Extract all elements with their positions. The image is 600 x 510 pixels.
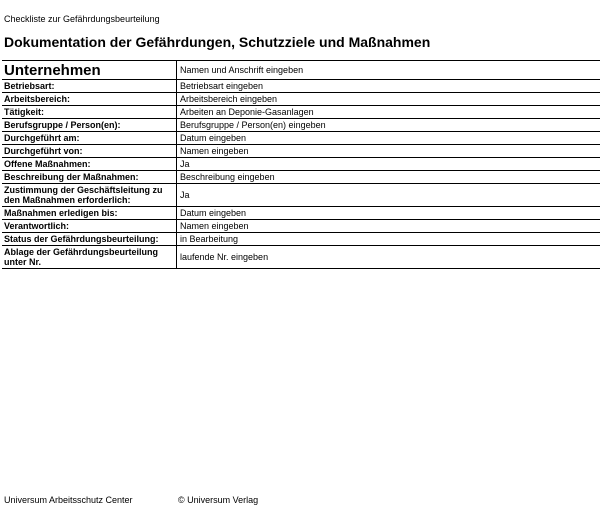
row-label: Zustimmung der Geschäftsleitung zu den Maßnahmen erforderlich: (2, 184, 177, 207)
activity-field[interactable]: Arbeiten an Deponie-Gasanlagen (177, 106, 600, 119)
row-performed-by (2, 145, 600, 158)
row-management-approval (2, 184, 600, 207)
work-area-field[interactable]: Arbeitsbereich eingeben (177, 93, 600, 106)
assessment-status-field[interactable]: in Bearbeitung (177, 233, 600, 246)
company-field[interactable]: Namen und Anschrift eingeben (177, 61, 600, 80)
checklist-table (2, 60, 600, 269)
row-label: Offene Maßnahmen: (2, 158, 177, 171)
responsible-field[interactable]: Namen eingeben (177, 220, 600, 233)
row-measures-description (2, 171, 600, 184)
row-company (2, 61, 600, 80)
filing-number-field[interactable]: laufende Nr. eingeben (177, 246, 600, 269)
performed-by-field[interactable]: Namen eingeben (177, 145, 600, 158)
row-label: Tätigkeit: (2, 106, 177, 119)
measures-due-field[interactable]: Datum eingeben (177, 207, 600, 220)
business-type-field[interactable]: Betriebsart eingeben (177, 80, 600, 93)
management-approval-field[interactable]: Ja (177, 184, 600, 207)
row-label: Arbeitsbereich: (2, 93, 177, 106)
measures-description-field[interactable]: Beschreibung eingeben (177, 171, 600, 184)
row-label: Ablage der Gefährdungsbeurteilung unter Nr. (2, 246, 177, 269)
document-title: Dokumentation der Gefährdungen, Schutzziele und Maßnahmen (4, 34, 431, 50)
row-performed-on (2, 132, 600, 145)
row-label: Unternehmen (2, 61, 177, 80)
footer-organization: Universum Arbeitsschutz Center (4, 495, 133, 505)
performed-on-field[interactable]: Datum eingeben (177, 132, 600, 145)
row-assessment-status (2, 233, 600, 246)
open-measures-field[interactable]: Ja (177, 158, 600, 171)
row-label: Maßnahmen erledigen bis: (2, 207, 177, 220)
row-label: Betriebsart: (2, 80, 177, 93)
occupational-group-field[interactable]: Berufsgruppe / Person(en) eingeben (177, 119, 600, 132)
row-label: Beschreibung der Maßnahmen: (2, 171, 177, 184)
row-open-measures (2, 158, 600, 171)
row-label: Status der Gefährdungsbeurteilung: (2, 233, 177, 246)
row-measures-due (2, 207, 600, 220)
row-label: Durchgeführt am: (2, 132, 177, 145)
row-filing-number (2, 246, 600, 269)
footer-copyright: © Universum Verlag (178, 495, 259, 505)
document-header: Checkliste zur Gefährdungsbeurteilung (4, 14, 160, 24)
row-occupational-group (2, 119, 600, 132)
row-label: Verantwortlich: (2, 220, 177, 233)
row-label: Durchgeführt von: (2, 145, 177, 158)
row-responsible (2, 220, 600, 233)
row-work-area (2, 93, 600, 106)
row-activity (2, 106, 600, 119)
row-label: Berufsgruppe / Person(en): (2, 119, 177, 132)
row-business-type (2, 80, 600, 93)
